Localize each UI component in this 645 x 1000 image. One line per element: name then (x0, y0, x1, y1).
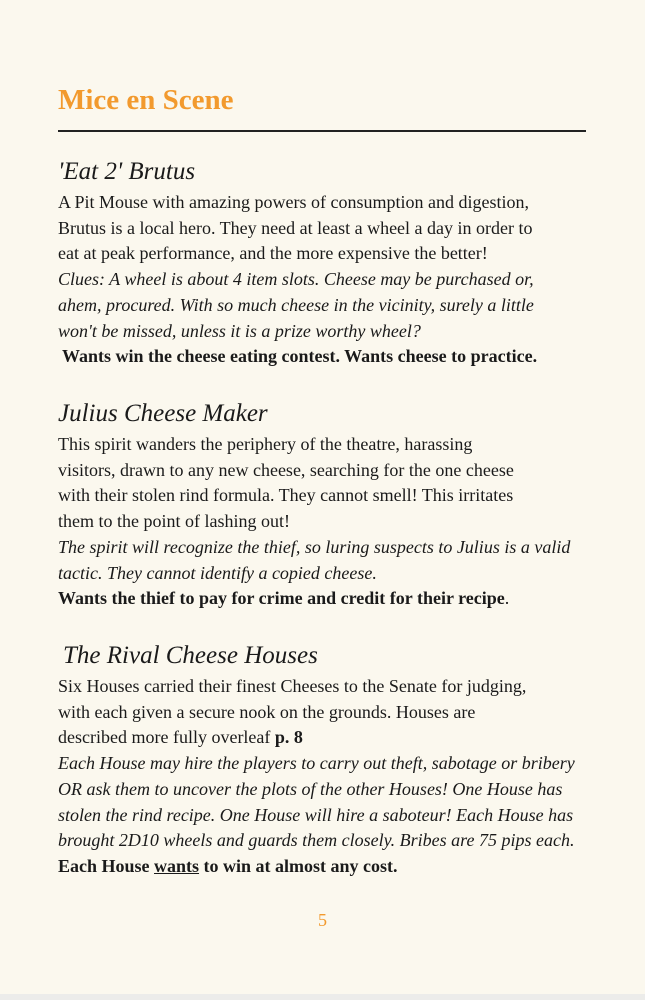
section-heading: Julius Cheese Maker (58, 400, 268, 427)
body-line: A Pit Mouse with amazing powers of consumption and digestion, (58, 192, 529, 212)
clue-line: The spirit will recognize the thief, so luring suspects to Julius is a valid (58, 536, 571, 557)
wants-line (58, 586, 598, 612)
wants-underlined: wants (154, 855, 200, 876)
page-number: 5 (318, 910, 327, 930)
clue-line: won't be missed, unless it is a prize worthy wheel? (58, 320, 421, 341)
bottom-bar (0, 994, 645, 1000)
clue-line: Clues: A wheel is about 4 item slots. Cheese may be purchased or, (58, 269, 534, 290)
body-line: Six Houses carried their finest Cheeses to the Senate for judging, (58, 676, 527, 696)
wants-text: to win at almost any cost. (199, 855, 398, 876)
page-reference: p. 8 (274, 727, 303, 748)
body-text: described more fully overleaf (58, 727, 275, 748)
section-rival-houses (58, 641, 598, 880)
page-title: Mice en Scene (58, 84, 234, 116)
wants-line (58, 854, 598, 880)
section-julius (58, 399, 598, 612)
wants-end: . (504, 588, 510, 609)
section-heading: 'Eat 2' Brutus (58, 158, 196, 185)
wants-text: Each House (58, 855, 155, 876)
clue-line: Each House may hire the players to carry out theft, sabotage or bribery (58, 753, 575, 774)
clue-line: brought 2D10 wheels and guards them closely. Bribes are 75 pips each. (58, 830, 575, 851)
clue-line: tactic. They cannot identify a copied cheese. (58, 562, 377, 583)
body-line (58, 725, 598, 751)
body-line: visitors, drawn to any new cheese, searching for the one cheese (58, 459, 514, 480)
body-line: them to the point of lashing out! (58, 511, 290, 532)
body-line: with each given a secure nook on the grounds. Houses are (58, 701, 476, 722)
section-brutus (58, 157, 598, 370)
wants-line: Wants win the cheese eating contest. Wants cheese to practice. (62, 346, 538, 367)
body-line: with their stolen rind formula. They cannot smell! This irritates (58, 485, 514, 506)
clue-line: ahem, procured. With so much cheese in the vicinity, surely a little (58, 294, 534, 315)
wants-text: Wants the thief to pay for crime and credit for their recipe (58, 588, 505, 609)
clue-line: OR ask them to uncover the plots of the other Houses! One House has (58, 778, 563, 799)
body-line: eat at peak performance, and the more expensive the better! (58, 243, 488, 264)
title-divider (58, 130, 586, 132)
body-line: Brutus is a local hero. They need at least a wheel a day in order to (58, 217, 533, 238)
section-heading: The Rival Cheese Houses (63, 642, 318, 669)
clue-line: stolen the rind recipe. One House will hire a saboteur! Each House has (58, 804, 574, 825)
body-line: This spirit wanders the periphery of the theatre, harassing (58, 434, 473, 454)
